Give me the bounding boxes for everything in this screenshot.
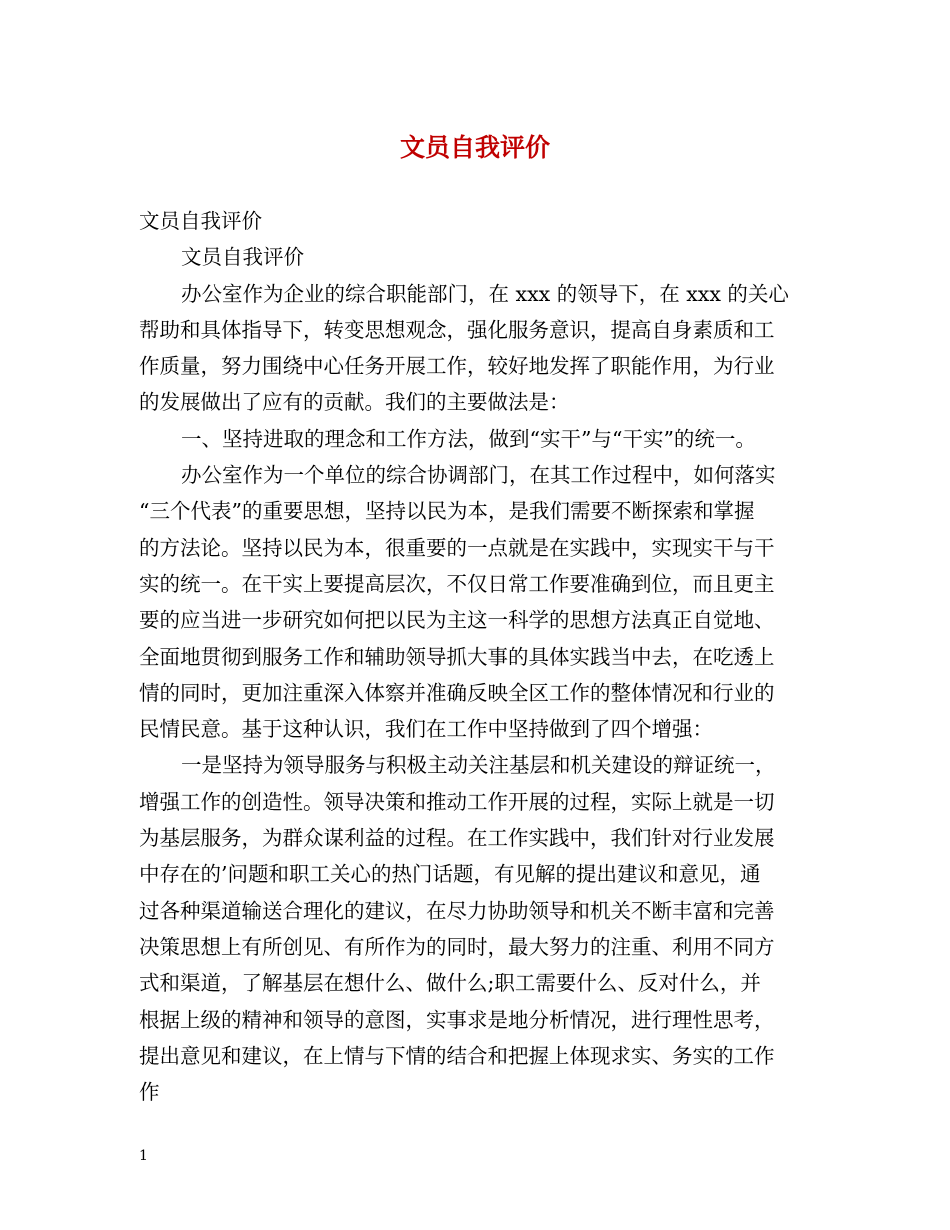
body-line: 过各种渠道输送合理化的建议，在尽力协助领导和机关不断丰富和完善 [139, 898, 775, 923]
body-line: 情的同时，更加注重深入体察并准确反映全区工作的整体情况和行业的 [139, 680, 775, 705]
body-line: 文员自我评价 [139, 209, 262, 233]
body-line: 为基层服务，为群众谋利益的过程。在工作实践中，我们针对行业发展 [139, 826, 775, 851]
body-line: 作质量，努力围绕中心任务开展工作，较好地发挥了职能作用，为行业 [139, 354, 775, 379]
document-body [139, 203, 829, 1110]
page-number: 1 [139, 1148, 148, 1164]
body-line: “三个代表”的重要思想，坚持以民为本，是我们需要不断探索和掌握 [139, 499, 755, 524]
body-line: 文员自我评价 [181, 245, 304, 270]
body-line: 帮助和具体指导下，转变思想观念，强化服务意识，提高自身素质和工 [139, 317, 775, 342]
body-line: 办公室作为企业的综合职能部门，在 xxx 的领导下，在 xxx 的关心 [181, 281, 789, 306]
body-line: 的发展做出了应有的贡献。我们的主要做法是： [139, 390, 570, 415]
body-line: 一是坚持为领导服务与积极主动关注基层和机关建设的辩证统一， [181, 753, 776, 778]
body-line: 根据上级的精神和领导的意图，实事求是地分析情况，进行理性思考， [139, 1007, 775, 1032]
body-line: 提出意见和建议，在上情与下情的结合和把握上体现求实、务实的工作 [139, 1043, 775, 1068]
body-line: 中存在的’问题和职工关心的热门话题，有见解的提出建议和意见，通 [139, 862, 761, 887]
body-line: 全面地贯彻到服务工作和辅助领导抓大事的具体实践当中去，在吃透上 [139, 644, 775, 669]
document-title: 文员自我评价 [399, 133, 550, 162]
body-line: 决策思想上有所创见、有所作为的同时，最大努力的注重、利用不同方 [139, 934, 775, 959]
body-line: 民情民意。基于这种认识，我们在工作中坚持做到了四个增强： [139, 717, 713, 742]
body-line: 式和渠道，了解基层在想什么、做什么;职工需要什么、反对什么，并 [139, 971, 761, 996]
body-line: 办公室作为一个单位的综合协调部门，在其工作过程中，如何落实 [181, 463, 776, 488]
body-line: 的方法论。坚持以民为本，很重要的一点就是在实践中，实现实干与干 [139, 535, 775, 560]
body-line: 实的统一。在干实上要提高层次，不仅日常工作要准确到位，而且更主 [139, 571, 775, 596]
body-line: 作 [139, 1080, 160, 1105]
body-line: 增强工作的创造性。领导决策和推动工作开展的过程，实际上就是一切 [139, 789, 775, 814]
body-line: 一、坚持进取的理念和工作方法，做到“实干”与“干实”的统一。 [181, 426, 756, 451]
body-line: 要的应当进一步研究如何把以民为主这一科学的思想方法真正自觉地、 [139, 608, 775, 633]
